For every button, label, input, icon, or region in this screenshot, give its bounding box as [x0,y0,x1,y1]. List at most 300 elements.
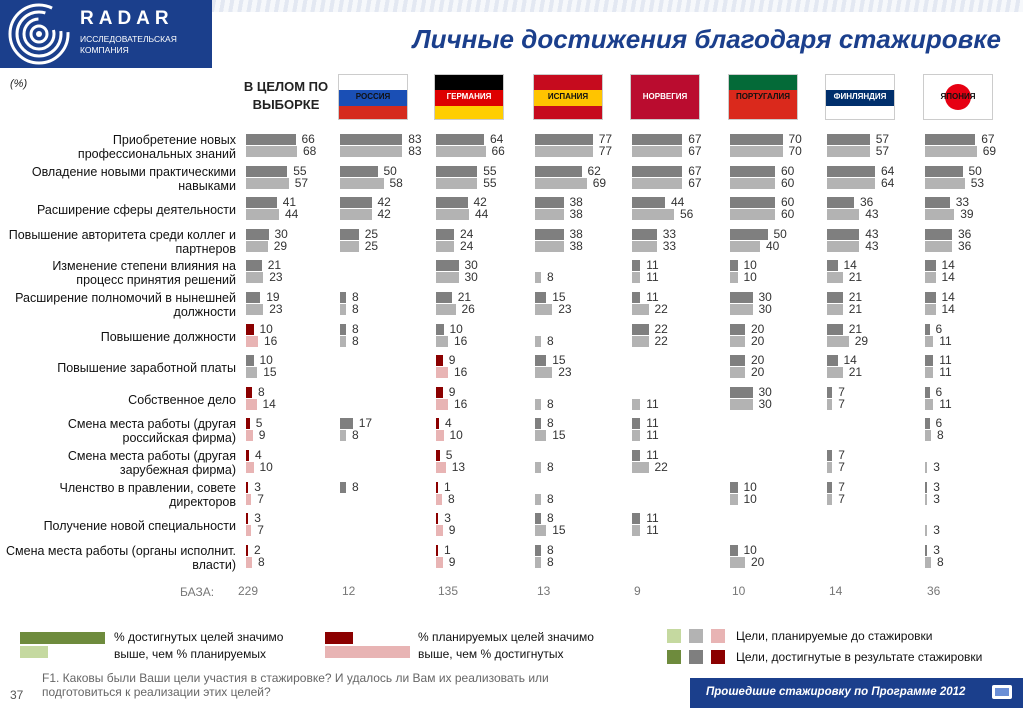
planned-bar [535,494,541,505]
row-label: Смена места работы (другая российская фирма) [67,417,236,446]
legend-red-text: % планируемых целей значимо выше, чем % достигнутых [418,630,594,661]
planned-value-label: 8 [352,428,359,443]
planned-value-label: 43 [865,207,879,222]
planned-bar [827,494,832,505]
base-label: БАЗА: [180,585,215,599]
planned-bar [436,146,486,157]
achieved-value-label: 5 [255,416,263,431]
planned-bar [535,241,564,252]
achieved-value-label: 36 [958,226,972,241]
flag-band [534,75,602,90]
achieved-value-label: 3 [933,542,940,557]
achieved-value-label: 77 [598,132,613,146]
planned-value-label: 8 [547,333,554,348]
planned-bar [246,557,252,568]
planned-bar [535,209,564,220]
planned-bar [535,525,546,536]
achieved-bar [632,292,640,303]
achieved-bar [925,418,930,429]
planned-value-label: 7 [838,491,845,506]
achieved-value-label: 15 [552,353,566,368]
achieved-bar [730,197,775,208]
planned-bar [535,430,546,441]
flag-label: ИСПАНИЯ [547,92,589,101]
planned-value-label: 3 [933,491,940,506]
achieved-bar [827,166,875,177]
planned-bar [436,336,448,347]
achieved-bar [436,197,468,208]
planned-bar [436,209,469,220]
base-value: 13 [537,584,551,598]
achieved-value-label: 22 [654,321,668,336]
legend-green-light [20,646,48,658]
planned-bar [632,146,682,157]
achieved-bar [246,387,252,398]
achieved-value-label: 9 [448,384,456,399]
achieved-value-label: 57 [875,132,890,146]
planned-bar [535,399,541,410]
achieved-value-label: 14 [843,353,857,368]
planned-bar [730,146,783,157]
achieved-bar [436,418,439,429]
achieved-bar [632,134,682,145]
planned-bar [730,494,738,505]
achieved-bar [436,387,443,398]
planned-bar [340,146,402,157]
achieved-bar [340,134,402,145]
achieved-value-label: 66 [301,132,315,146]
row-label: Расширение сферы деятельности [37,203,236,218]
achieved-bar [827,482,832,493]
planned-value-label: 23 [558,365,572,380]
achieved-bar [436,450,440,461]
achieved-bar [632,197,665,208]
planned-bar [925,557,931,568]
achieved-bar [246,418,250,429]
achieved-bar [535,355,546,366]
planned-value-label: 33 [662,238,677,253]
legend-red-dark [325,632,353,644]
planned-value-label: 70 [788,144,802,158]
achieved-value-label: 55 [293,163,307,178]
achieved-bar [246,260,262,271]
row-label: Смена места работы (органы исполнит. власти) [6,543,236,572]
planned-bar [632,304,649,315]
planned-bar [632,209,674,220]
planned-value-label: 8 [937,554,944,569]
achieved-value-label: 44 [671,195,685,210]
planned-value-label: 23 [558,302,572,316]
achieved-bar [246,134,296,145]
planned-bar [246,399,257,410]
legend-red-light [325,646,410,658]
flag-label: РОССИЯ [355,92,391,101]
achieved-bar [436,260,459,271]
header [0,0,1023,68]
achieved-bar [827,292,843,303]
planned-bar [535,146,593,157]
base-value: 135 [438,584,459,598]
planned-bar [436,178,477,189]
achieved-bar [730,482,738,493]
planned-value-label: 30 [758,396,772,411]
row-label: Овладение новыми практическими навыками [31,164,236,193]
planned-bar [925,399,933,410]
planned-bar [246,209,279,220]
footer-bar [690,678,1023,708]
planned-bar [246,462,254,473]
achieved-bar [827,134,870,145]
achieved-value-label: 21 [457,290,472,304]
planned-value-label: 8 [352,302,359,316]
planned-bar [535,367,552,378]
planned-value-label: 38 [569,238,583,253]
achieved-value-label: 64 [881,163,895,178]
achieved-value-label: 11 [939,353,952,368]
planned-value-label: 64 [881,175,895,190]
row-label: Собственное дело [128,392,236,407]
planned-value-label: 8 [258,554,265,569]
legend-sq-achieved-green [667,650,681,664]
achieved-value-label: 11 [646,511,659,526]
planned-bar [246,367,257,378]
achieved-value-label: 33 [955,195,970,210]
legend-sq-achieved-red [711,650,725,664]
achieved-value-label: 7 [838,479,845,494]
achieved-bar [925,292,936,303]
achieved-bar [925,387,930,398]
achieved-value-label: 14 [941,258,955,273]
planned-value-label: 3 [933,460,940,474]
achieved-bar [246,229,269,240]
achieved-bar [925,324,930,335]
planned-bar [340,304,346,315]
achieved-value-label: 55 [483,163,497,178]
achieved-value-label: 7 [838,448,845,462]
planned-bar [535,557,541,568]
planned-bar [730,209,775,220]
planned-value-label: 8 [547,270,554,285]
planned-value-label: 11 [646,523,659,538]
planned-bar [925,241,952,252]
planned-value-label: 25 [364,238,379,253]
planned-bar [246,241,268,252]
row-label: Смена места работы (другая зарубежная фирма) [67,449,236,477]
planned-value-label: 21 [848,365,863,380]
achieved-bar [436,292,452,303]
legend-green-dark [20,632,105,644]
flag-band [339,106,407,120]
planned-value-label: 55 [483,175,497,190]
achieved-value-label: 21 [848,321,863,336]
achieved-value-label: 62 [587,163,601,178]
planned-bar [827,241,859,252]
planned-bar [535,462,541,473]
achieved-bar [730,166,775,177]
planned-value-label: 7 [838,396,845,411]
planned-value-label: 9 [448,523,456,538]
planned-bar [632,272,640,283]
achieved-value-label: 10 [743,258,757,273]
planned-value-label: 30 [758,302,772,316]
achieved-bar [730,324,745,335]
achieved-value-label: 3 [254,479,261,494]
achieved-bar [827,387,832,398]
planned-value-label: 8 [448,491,455,506]
planned-value-label: 29 [273,238,288,253]
achieved-bar [436,545,438,556]
planned-value-label: 10 [449,428,463,443]
flag-3 [533,74,603,120]
row-label: Расширение полномочий в нынешней должности [15,291,236,319]
planned-bar [340,178,384,189]
achieved-bar [535,197,564,208]
planned-bar [632,525,640,536]
base-value: 9 [634,584,641,598]
planned-value-label: 42 [377,207,391,222]
achieved-value-label: 4 [255,448,262,462]
legend-sq-planned-green [667,629,681,643]
achieved-bar [340,166,378,177]
row-label: Повышение авторитета среди коллег и партнеров [8,227,236,256]
planned-value-label: 38 [569,207,583,222]
achieved-value-label: 14 [941,290,955,304]
achieved-value-label: 38 [569,226,583,241]
planned-value-label: 24 [460,238,474,253]
achieved-value-label: 10 [449,321,463,336]
planned-value-label: 22 [654,333,668,348]
planned-value-label: 53 [970,175,985,190]
achieved-bar [535,545,541,556]
planned-bar [535,336,541,347]
planned-value-label: 29 [854,333,869,348]
achieved-bar [340,482,346,493]
legend-planned-text: Цели, планируемые до стажировки [736,629,933,643]
planned-bar [632,336,649,347]
flag-band [826,75,894,90]
planned-value-label: 26 [461,302,475,316]
planned-value-label: 10 [743,270,757,285]
achieved-bar [535,134,593,145]
planned-bar [925,209,954,220]
planned-value-label: 69 [982,144,997,158]
achieved-bar [340,197,372,208]
planned-bar [925,336,933,347]
planned-value-label: 83 [408,144,422,158]
planned-value-label: 11 [646,270,659,285]
achieved-bar [246,450,249,461]
achieved-bar [340,229,359,240]
flag-band [534,106,602,120]
achieved-value-label: 15 [552,290,566,304]
planned-bar [925,462,927,473]
achieved-bar [436,482,438,493]
flag-band [729,106,797,120]
planned-bar [535,304,552,315]
planned-value-label: 14 [941,302,955,316]
achieved-value-label: 67 [688,132,702,146]
achieved-value-label: 8 [352,321,359,336]
planned-value-label: 11 [939,396,952,411]
planned-value-label: 21 [848,302,863,316]
achieved-value-label: 10 [743,479,757,494]
planned-bar [925,430,931,441]
achieved-value-label: 1 [444,479,451,494]
planned-bar [827,367,843,378]
achieved-value-label: 6 [935,321,943,336]
planned-value-label: 67 [688,144,702,158]
planned-bar [436,399,448,410]
overall-header: В ЦЕЛОМ ПО ВЫБОРКЕ [243,79,329,112]
flag-band [826,106,894,120]
achieved-value-label: 11 [646,448,659,462]
planned-value-label: 14 [262,396,276,411]
flag-band [435,75,503,90]
achieved-bar [246,166,287,177]
planned-bar [436,430,444,441]
achieved-value-label: 60 [781,195,795,210]
planned-bar [827,272,843,283]
achieved-value-label: 7 [838,384,845,399]
planned-value-label: 11 [646,396,659,411]
achieved-value-label: 6 [935,416,943,431]
planned-value-label: 20 [751,333,765,348]
planned-value-label: 57 [875,144,890,158]
achieved-bar [436,229,454,240]
planned-bar [246,336,258,347]
brand-subtitle: ИССЛЕДОВАТЕЛЬСКАЯ КОМПАНИЯ [80,34,177,55]
achieved-value-label: 11 [646,258,659,273]
base-value: 229 [238,584,259,598]
planned-bar [730,367,745,378]
planned-value-label: 9 [448,554,456,569]
planned-bar [535,178,587,189]
planned-value-label: 20 [751,365,765,380]
achieved-bar [730,134,783,145]
planned-value-label: 60 [781,175,795,190]
planned-bar [246,146,297,157]
achieved-value-label: 30 [758,290,772,304]
flag-2 [434,74,504,120]
planned-value-label: 16 [454,396,468,411]
percent-note: (%) [10,78,28,90]
planned-bar [632,462,649,473]
achieved-value-label: 25 [364,226,379,241]
planned-value-label: 8 [352,333,359,348]
planned-value-label: 11 [646,428,659,443]
achieved-bar [535,513,541,524]
achieved-bar [827,450,832,461]
planned-bar [925,367,933,378]
planned-bar [730,304,753,315]
flag-band [339,75,407,90]
footer-text: Прошедшие стажировку по Программе 2012 [706,686,966,698]
planned-value-label: 11 [939,333,952,348]
planned-bar [436,462,446,473]
achieved-value-label: 30 [274,226,288,241]
achieved-value-label: 67 [981,132,995,146]
achieved-value-label: 42 [377,195,391,210]
achieved-bar [246,545,248,556]
achieved-bar [730,229,768,240]
achieved-value-label: 10 [259,353,273,368]
flag-4 [630,74,700,120]
legend-achieved-text: Цели, достигнутые в результате стажировки [736,650,983,664]
planned-value-label: 7 [257,523,264,538]
planned-bar [436,367,448,378]
achieved-bar [632,166,682,177]
page-number: 37 [10,688,24,702]
achieved-value-label: 33 [662,226,677,241]
achieved-bar [827,229,859,240]
planned-value-label: 40 [766,238,780,253]
achieved-value-label: 20 [751,353,765,368]
planned-bar [436,557,443,568]
planned-value-label: 23 [269,270,283,285]
planned-value-label: 21 [848,270,863,285]
achieved-bar [246,482,248,493]
achieved-bar [340,292,346,303]
flag-label: ФИНЛЯНДИЯ [833,92,887,101]
planned-value-label: 15 [552,428,566,443]
achieved-value-label: 38 [569,195,583,210]
achieved-value-label: 10 [743,542,757,557]
page-title: Личные достижения благодаря стажировке [412,24,1001,54]
achieved-bar [340,418,353,429]
achieved-bar [535,418,541,429]
flag-1 [338,74,408,120]
planned-bar [925,178,965,189]
planned-bar [340,336,346,347]
planned-value-label: 44 [285,207,299,222]
achieved-value-label: 6 [935,384,943,399]
planned-bar [436,304,456,315]
planned-bar [535,272,541,283]
planned-value-label: 8 [547,396,554,411]
achieved-value-label: 30 [464,258,478,273]
planned-value-label: 69 [592,175,607,190]
planned-bar [436,241,454,252]
achieved-bar [535,166,582,177]
planned-bar [632,241,657,252]
planned-bar [827,336,849,347]
achieved-value-label: 50 [773,226,787,241]
planned-bar [730,272,738,283]
planned-bar [246,525,251,536]
achieved-value-label: 2 [254,542,261,557]
achieved-bar [730,355,745,366]
achieved-bar [925,482,927,493]
achieved-value-label: 50 [968,163,982,178]
achieved-bar [827,197,854,208]
planned-bar [246,178,289,189]
planned-bar [925,525,927,536]
achieved-bar [246,513,248,524]
base-value: 14 [829,584,843,598]
achieved-bar [827,355,838,366]
radar-logo-icon [6,1,72,67]
achieved-value-label: 8 [547,542,554,557]
planned-value-label: 67 [688,175,702,190]
achieved-value-label: 11 [646,290,659,304]
planned-value-label: 36 [958,238,972,253]
legend-sq-planned-gray [689,629,703,643]
flag-6 [825,74,895,120]
achieved-bar [436,513,438,524]
planned-bar [246,494,251,505]
flag-label: НОРВЕГИЯ [642,92,688,101]
achieved-value-label: 19 [266,290,280,304]
